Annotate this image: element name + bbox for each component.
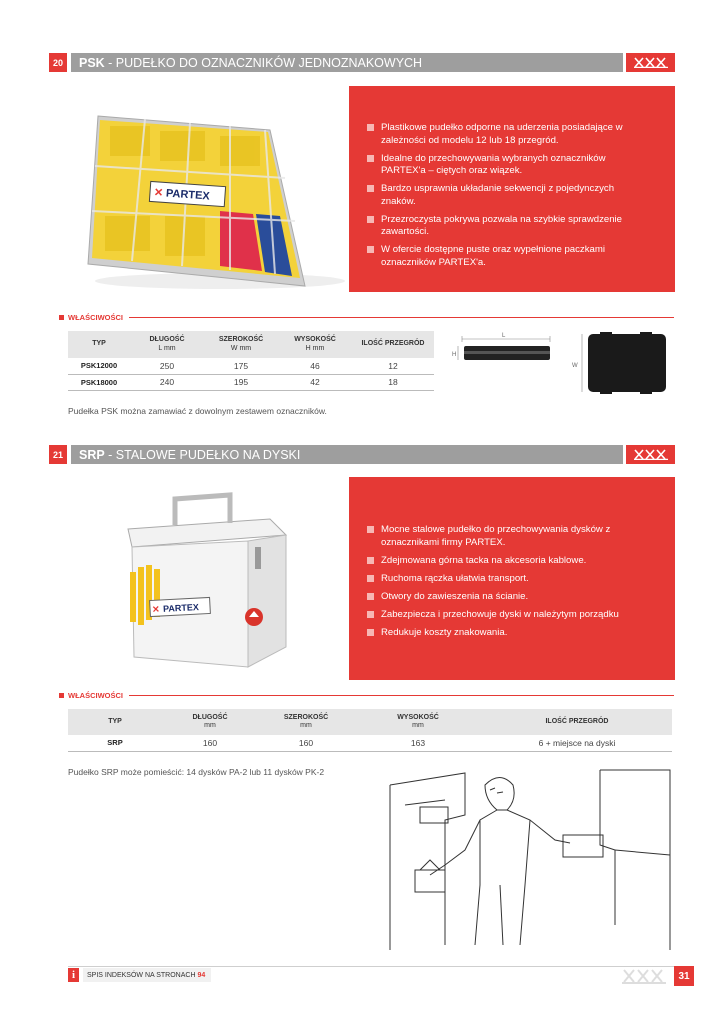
- feature-item: Otwory do zawieszenia na ścianie.: [367, 591, 639, 604]
- feature-item: Idealne do przechowywania wybranych oznaczników PARTEX'a – ciętych oraz wiązek.: [367, 153, 639, 178]
- index-page: 94: [197, 971, 206, 979]
- bullet-square-icon: [367, 155, 374, 162]
- table-header: TYP: [68, 331, 130, 358]
- features-list: [367, 524, 639, 639]
- partex-logo-text: PARTEX: [165, 187, 211, 203]
- svg-text:✕: ✕: [151, 604, 160, 615]
- table-row: SRP 160 160 163 6 + miejsce na dyski: [68, 735, 672, 751]
- section-number: 20: [49, 53, 67, 72]
- bullet-square-icon: [367, 216, 374, 223]
- table-header: DŁUGOŚĆ mm: [162, 709, 258, 735]
- feature-item: Ruchoma rączka ułatwia transport.: [367, 573, 639, 586]
- psk-note: Pudełka PSK można zamawiać z dowolnym zestawem oznaczników.: [68, 406, 327, 416]
- bullet-square-icon: [59, 315, 64, 320]
- table-row: PSK12000 250 175 46 12: [68, 358, 434, 374]
- feature-item: Redukuje koszty znakowania.: [367, 627, 639, 640]
- properties-heading: WŁAŚCIWOŚCI: [59, 312, 674, 322]
- index-label: SPIS INDEKSÓW NA STRONACH: [87, 971, 196, 979]
- bullet-square-icon: [367, 526, 374, 533]
- psk-spec-table: [68, 331, 434, 391]
- section-title-bar: [71, 445, 623, 464]
- features-panel: [349, 86, 675, 292]
- dim-label-l: L: [502, 333, 506, 339]
- bullet-square-icon: [367, 629, 374, 636]
- bullet-square-icon: [59, 693, 64, 698]
- bullet-square-icon: [367, 575, 374, 582]
- table-header: SZEROKOŚĆ W mm: [204, 331, 278, 358]
- feature-item: Przezroczysta pokrywa pozwala na szybkie sprawdzenie zawartości.: [367, 214, 639, 239]
- page-number: 31: [674, 966, 694, 986]
- feature-item: Zabezpiecza i przechowuje dyski w należytym porządku: [367, 609, 639, 622]
- table-header: WYSOKOŚĆ mm: [354, 709, 482, 735]
- bullet-square-icon: [367, 124, 374, 131]
- bullet-square-icon: [367, 593, 374, 600]
- section-title: - STALOWE PUDEŁKO NA DYSKI: [104, 447, 301, 462]
- feature-item: Mocne stalowe pudełko do przechowywania dysków z oznacznikami firmy PARTEX.: [367, 524, 639, 549]
- footer-xxx-logo-icon: [620, 968, 668, 984]
- feature-item: Plastikowe pudełko odporne na uderzenia posiadające w zależności od modelu 12 lub 18 przegród.: [367, 122, 639, 147]
- side-view-diagram: [450, 330, 560, 370]
- svg-text:✕: ✕: [153, 186, 164, 200]
- xxx-logo-icon: [626, 445, 675, 464]
- worker-illustration: [385, 765, 675, 950]
- partex-logo-text: PARTEX: [162, 602, 200, 614]
- properties-heading: WŁAŚCIWOŚCI: [59, 690, 674, 700]
- bullet-square-icon: [367, 246, 374, 253]
- dim-label-h: H: [452, 352, 457, 358]
- dim-label-w: W: [572, 363, 578, 369]
- features-panel: [349, 477, 675, 680]
- xxx-logo-icon: [626, 53, 675, 72]
- table-header: WYSOKOŚĆ H mm: [278, 331, 352, 358]
- table-header: DŁUGOŚĆ L mm: [130, 331, 204, 358]
- product-code: PSK: [79, 55, 105, 70]
- srp-note: Pudełko SRP może pomieścić: 14 dysków PA-2 lub 11 dysków PK-2: [68, 767, 325, 777]
- section-title: - PUDEŁKO DO OZNACZNIKÓW JEDNOZNAKOWYCH: [104, 55, 423, 70]
- srp-box-photo: [70, 477, 350, 680]
- bullet-square-icon: [367, 611, 374, 618]
- features-list: [367, 122, 639, 269]
- top-view-diagram: [570, 330, 670, 396]
- bullet-square-icon: [367, 557, 374, 564]
- table-header: ILOŚĆ PRZEGRÓD: [482, 709, 672, 735]
- psk-box-photo: [70, 86, 350, 292]
- feature-item: Zdejmowana górna tacka na akcesoria kablowe.: [367, 555, 639, 568]
- feature-item: Bardzo usprawnia układanie sekwencji z pojedynczych znaków.: [367, 183, 639, 208]
- table-header: SZEROKOŚĆ mm: [258, 709, 354, 735]
- product-code: SRP: [79, 447, 105, 462]
- feature-item: W ofercie dostępne puste oraz wypełnione paczkami oznaczników PARTEX'a.: [367, 244, 639, 269]
- table-row: PSK18000 240 195 42 18: [68, 374, 434, 390]
- info-icon: i: [68, 968, 79, 982]
- table-header: ILOŚĆ PRZEGRÓD: [352, 331, 434, 358]
- section-number: 21: [49, 445, 67, 464]
- index-link[interactable]: [83, 968, 211, 982]
- section-title-bar: [71, 53, 623, 72]
- table-header: TYP: [68, 709, 162, 735]
- bullet-square-icon: [367, 185, 374, 192]
- srp-spec-table: [68, 709, 672, 752]
- footer-rule: [68, 966, 674, 967]
